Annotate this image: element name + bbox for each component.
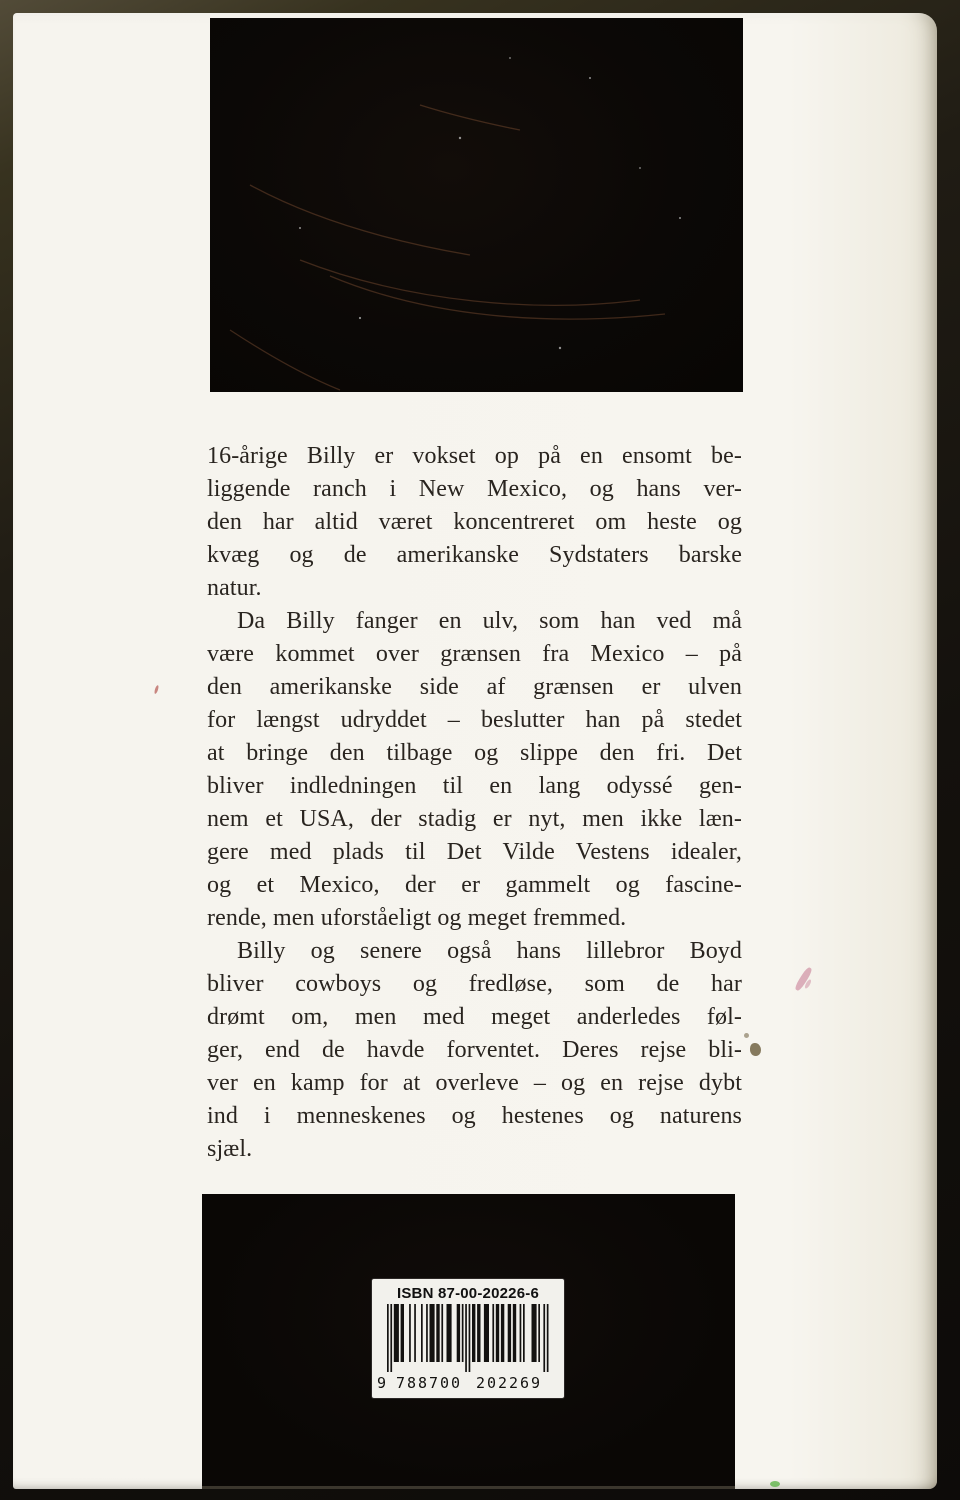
- isbn-panel: [202, 1194, 735, 1489]
- blurb-line: den amerikanske side af grænsen er ulven: [207, 674, 742, 700]
- barcode-label: [372, 1279, 564, 1398]
- blurb-line: for længst udryddet – beslutter han på stedet: [207, 707, 742, 733]
- blurb-line: bliver cowboys og fredløse, som de har: [207, 971, 742, 997]
- blurb-line: og et Mexico, der er gammelt og fascine-: [207, 872, 742, 898]
- blurb-line: Billy og senere også hans lillebror Boyd: [237, 938, 742, 964]
- isbn-text: ISBN 87-00-20226-6: [396, 1285, 539, 1302]
- blurb-line: ger, end de havde forventet. Deres rejse bli-: [207, 1037, 742, 1063]
- blurb-line: sjæl.: [207, 1136, 253, 1162]
- scratch-marks: [210, 18, 743, 392]
- blurb-line: drømt om, men med meget anderledes føl-: [207, 1004, 742, 1030]
- blurb-line: den har altid været koncentreret om heste og: [207, 509, 742, 535]
- cover-photo-image: [210, 18, 743, 392]
- blurb-line: ver en kamp for at overleve – og en rejse dybt: [207, 1070, 742, 1096]
- blurb-line: kvæg og de amerikanske Sydstaters barske: [207, 542, 742, 568]
- barcode-digit-group1: 788700: [396, 1374, 460, 1392]
- blurb-line: Da Billy fanger en ulv, som han ved må: [237, 608, 742, 634]
- blurb-line: 16-årige Billy er vokset op på en ensomt be-: [207, 443, 742, 469]
- blurb-line: at bringe den tilbage og slippe den fri. Det: [207, 740, 742, 766]
- barcode-digit-left: 9: [377, 1374, 387, 1392]
- barcode-digit-group2: 202269: [476, 1374, 540, 1392]
- blurb-line: ind i menneskenes og hestenes og naturens: [207, 1103, 742, 1129]
- blurb-line: natur.: [207, 575, 262, 601]
- stain-mark: [804, 979, 812, 990]
- blurb-text: [207, 440, 742, 1166]
- stain-mark: [154, 685, 160, 694]
- stain-mark: [744, 1033, 749, 1038]
- blurb-line: nem et USA, der stadig er nyt, men ikke læn-: [207, 806, 742, 832]
- blurb-line: liggende ranch i New Mexico, og hans ver-: [207, 476, 742, 502]
- stain-mark: [770, 1481, 780, 1487]
- page-bottom-edge: [202, 1486, 735, 1489]
- barcode-image: [375, 1304, 561, 1392]
- book-back-cover: [13, 13, 937, 1489]
- barcode-bars-group: [387, 1304, 549, 1372]
- blurb-line: gere med plads til Det Vilde Vestens idealer,: [207, 839, 742, 865]
- stain-mark: [750, 1043, 761, 1056]
- blurb-line: bliver indledningen til en lang odyssé gen-: [207, 773, 742, 799]
- blurb-line: være kommet over grænsen fra Mexico – på: [207, 641, 742, 667]
- blurb-line: rende, men uforståeligt og meget fremmed.: [207, 905, 627, 931]
- stain-mark: [794, 966, 814, 992]
